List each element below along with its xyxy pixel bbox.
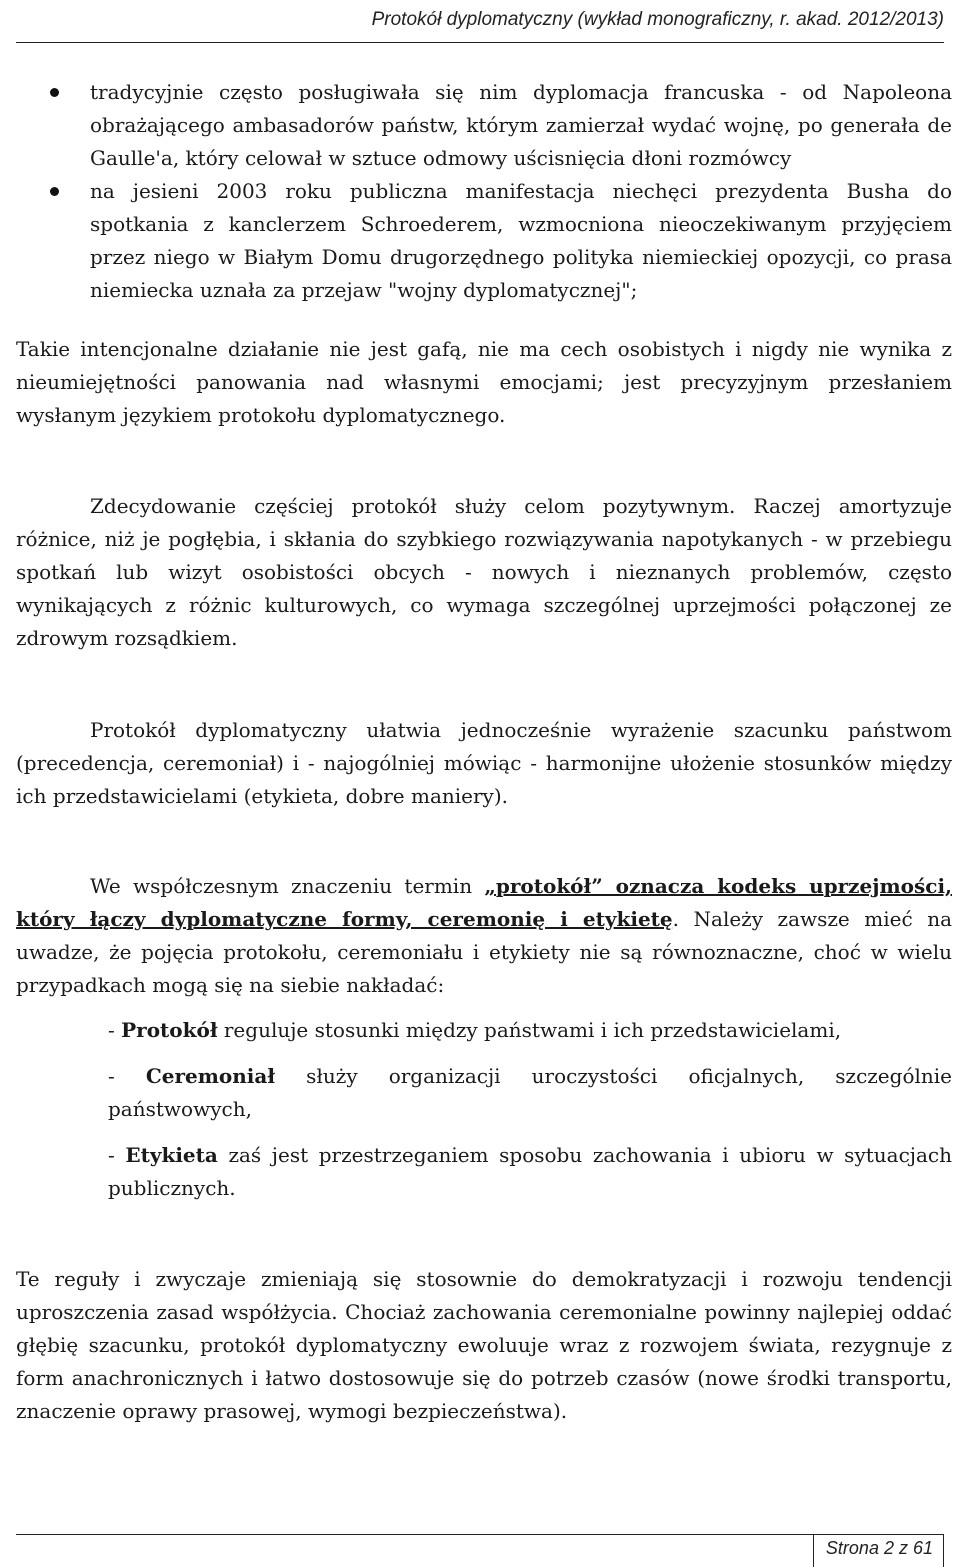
dash: -	[108, 1143, 126, 1167]
header-title: Protokół dyplomatyczny (wykład monograficzny, r. akad. 2012/2013)	[371, 9, 944, 30]
bullet-text: na jesieni 2003 roku publiczna manifestacja niechęci prezydenta Busha do spotkania z kanclerzem Schroederem, wzmocniona nieoczekiwanym przyjęciem przez niego w Białym Domu drugorzędnego polityka niemieckiej opozycji, co prasa niemiecka uznała za przejaw "wojny dyplomatycznej";	[90, 179, 952, 302]
bullet-list	[0, 76, 960, 307]
paragraph-respect: Protokół dyplomatyczny ułatwia jednocześnie wyrażenie szacunku państwom (precedencja, ceremoniał) i - najogólniej mówiąc - harmonijne ułożenie stosunków między ich przedstawicielami (etykieta, dobre maniery).	[16, 718, 952, 808]
definition-item-protocol	[108, 1014, 952, 1047]
paragraph-positive-goals: Zdecydowanie częściej protokół służy celom pozytywnym. Raczej amortyzuje różnice, niż je pogłębia, i skłania do szybkiego rozwiązywania napotykanych - w przebiegu spotkań lub wizyt osobistości obcych - nowych i nieznanych problemów, często wynikających z różnic kulturowych, co wymaga szczególnej uprzejmości połączonej ze zdrowym rozsądkiem.	[16, 494, 952, 650]
page-header	[0, 0, 960, 44]
header-rule	[16, 42, 944, 43]
bullet-dot-icon	[50, 187, 59, 196]
dash: -	[108, 1018, 122, 1042]
paragraph-intentional-action: Takie intencjonalne działanie nie jest gafą, nie ma cech osobistych i nigdy nie wynika z nieumiejętności panowania nad własnymi emocjami; jest precyzyjnym przesłaniem wysłanym językiem protokołu dyplomatycznego.	[16, 337, 952, 427]
definition-text: służy organizacji uroczystości oficjalnych, szczególnie państwowych,	[108, 1064, 952, 1121]
definition-lead: We współczesnym znaczeniu termin	[90, 874, 485, 898]
definition-item-ceremonial	[108, 1060, 952, 1126]
definition-rest: . Należy zawsze mieć na uwadze, że pojęcia protokołu, ceremoniału i etykiety nie są równoznaczne, choć w wielu przypadkach mogą się na siebie nakładać:	[16, 907, 952, 997]
dash: -	[108, 1064, 146, 1088]
paragraph-evolution: Te reguły i zwyczaje zmieniają się stosownie do demokratyzacji i rozwoju tendencji uproszczenia zasad współżycia. Chociaż zachowania ceremonialne powinny najlepiej oddać głębię szacunku, protokół dyplomatyczny ewoluuje wraz z rozwojem świata, rezygnuje z form anachronicznych i łatwo dostosowuje się do potrzeb czasów (nowe środki transportu, znaczenie oprawy prasowej, wymogi bezpieczeństwa).	[16, 1267, 952, 1423]
page-number: Strona 2 z 61	[813, 1534, 944, 1567]
term-etiquette: Etykieta	[125, 1143, 218, 1167]
definition-text: reguluje stosunki między państwami i ich przedstawicielami,	[217, 1018, 842, 1042]
footer-rule	[16, 1534, 944, 1535]
paragraph-definition	[16, 870, 952, 1002]
bullet-text: tradycyjnie często posługiwała się nim dyplomacja francuska - od Napoleona obrażającego ambasadorów państw, którym zamierzał wydać wojnę, po generała de Gaulle'a, który celował w sztuce odmowy uścisnięcia dłoni rozmówcy	[90, 80, 952, 170]
bullet-dot-icon	[50, 88, 59, 97]
term-ceremonial: Ceremoniał	[145, 1064, 276, 1088]
bullet-item	[90, 175, 952, 307]
term-protocol: Protokół	[121, 1018, 218, 1042]
definition-text: zaś jest przestrzeganiem sposobu zachowania i ubioru w sytuacjach publicznych.	[108, 1143, 952, 1200]
definition-term: „protokół” oznacza kodeks uprzejmości, który łączy dyplomatyczne formy, ceremonię i etykietę	[16, 874, 952, 931]
definition-item-etiquette	[108, 1139, 952, 1205]
bullet-item	[90, 76, 952, 175]
